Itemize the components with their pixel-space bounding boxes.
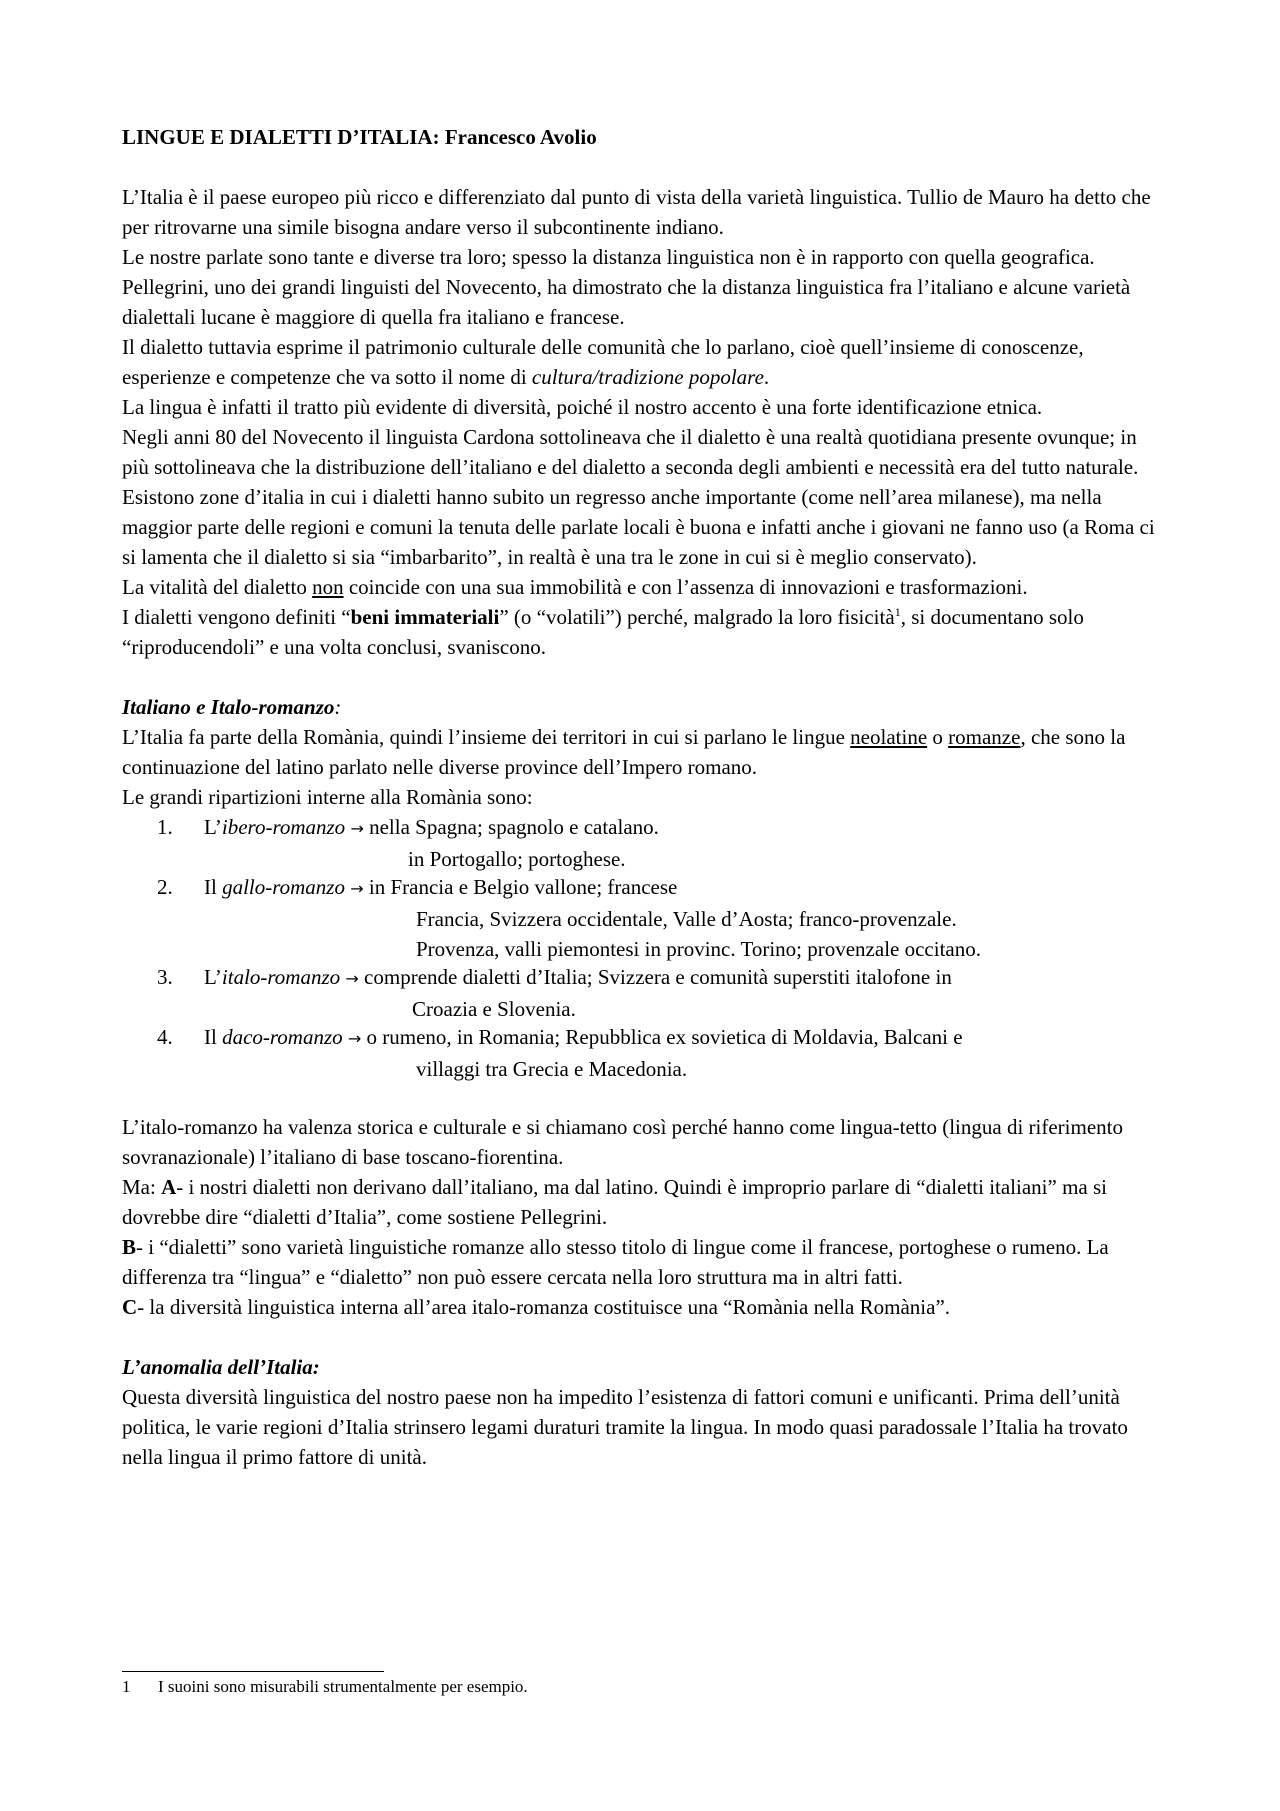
text-run: I dialetti vengono definiti “ [122,605,351,629]
emphasis-text: cultura/tradizione popolare [531,365,764,389]
text-run: o [927,725,949,749]
text-run: - i “dialetti” sono varietà linguistiche romanze allo stesso titolo di lingue come il francese, portoghese o rumeno. La differenza tra “lingua” e “dialetto” non può essere cercata nella loro struttura ma in altri fatti. [122,1235,1109,1289]
section2-paragraph-1: Questa diversità linguistica del nostro paese non ha impedito l’esistenza di fattori comuni e unificanti. Prima dell’unità politica, le varie regioni d’Italia strinsero legami duraturi tramite la lingua. In modo quasi paradossale l’Italia ha trovato nella lingua il primo fattore di unità. [122,1385,1128,1469]
romania-list [122,812,1162,1082]
footnote-separator [122,1671,384,1672]
text-run: Provenza, valli piemontesi in provinc. Torino; provenzale occitano. [416,937,981,961]
underlined-text: non [312,575,344,599]
intro-paragraph-2: Le nostre parlate sono tante e diverse tra loro; spesso la distanza linguistica non è in rapporto con quella geografica. Pellegrini, uno dei grandi linguisti del Novecento, ha dimostrato che la distanza linguistica fra l’italiano e alcune varietà dialettali lucane è maggiore di quella fra italiano e francese. [122,245,1131,329]
section1-paragraph-3: L’italo-romanzo ha valenza storica e culturale e si chiamano così perché hanno come lingua-tetto (lingua di riferimento sovranazionale) l’italiano di base toscano-fiorentina. [122,1115,1123,1169]
text-run: o rumeno, in Romania; Repubblica ex sovietica di Moldavia, Balcani e [366,1025,963,1049]
text-run: villaggi tra Grecia e Macedonia. [416,1057,688,1081]
text-run: L’ [204,965,222,989]
text-run: Croazia e Slovenia. [412,997,576,1021]
intro-paragraph-6: Esistono zone d’italia in cui i dialetti hanno subito un regresso anche importante (come nell’area milanese), ma nella maggior parte delle regioni e comuni la tenuta delle parlate locali è buona e infatti anche i giovani ne fanno uso (a Roma ci si lamenta che il dialetto si sia “imbarbarito”, in realtà è una tra le zone in cui si è meglio conservato). [122,485,1155,569]
title-main: LINGUE E DIALETTI D’ITALIA: [122,125,440,149]
section-heading-anomalia: L’anomalia dell’Italia: [122,1355,320,1379]
underlined-text: romanze [948,725,1021,749]
text-run: Il [204,875,223,899]
list-item-line [204,812,659,844]
text-run: comprende dialetti d’Italia; Svizzera e comunità superstiti italofone in [364,965,952,989]
list-item-body [204,872,981,962]
text-run: Francia, Svizzera occidentale, Valle d’Aosta; franco-provenzale. [416,907,957,931]
list-number: 4. [157,1025,173,1049]
heading-colon: : [334,695,342,719]
intro-paragraph-8 [122,602,1162,662]
spacer [122,1322,1162,1352]
text-run: L’ [204,815,222,839]
heading-text: Italiano e Italo-romanzo [122,695,335,719]
point-b-paragraph [122,1232,1162,1292]
intro-paragraph-7 [122,572,1162,602]
list-term: gallo-romanzo [222,875,345,899]
text-run: - i nostri dialetti non derivano dall’italiano, ma dal latino. Quindi è improprio parlare di “dialetti italiani” ma si dovrebbe dire “dialetti d’Italia”, come sostiene Pellegrini. [122,1175,1107,1229]
spacer [122,1082,1162,1112]
list-term: daco-romanzo [222,1025,343,1049]
point-a-paragraph [122,1172,1162,1232]
footnote-text: I suoini sono misurabili strumentalmente per esempio. [158,1677,528,1696]
list-item-body [204,962,952,1022]
point-label: C [122,1295,138,1319]
point-label: B [122,1235,137,1259]
section-heading-italiano [122,692,1162,722]
text-run: - la diversità linguistica interna all’area italo-romanza costituisce una “Romània nella Romània”. [137,1295,951,1319]
list-item-line [204,872,981,904]
document-title [122,122,1162,152]
bold-text: beni immateriali [350,605,500,629]
text-run: L’Italia fa parte della Romània, quindi l’insieme dei territori in cui si parlano le lingue [122,725,851,749]
list-item-line [204,844,659,874]
text-run: in Portogallo; portoghese. [408,847,626,871]
list-item-line [204,994,952,1024]
text-run: ” (o “volatili”) perché, malgrado la loro fisicità [499,605,895,629]
list-number: 2. [157,875,173,899]
section1-paragraph-2: Le grandi ripartizioni interne alla Romània sono: [122,785,533,809]
point-c-paragraph [122,1292,1162,1322]
list-item [122,1022,1162,1082]
list-item [122,962,1162,1022]
arrow-icon: → [345,969,359,988]
footnote-number: 1 [122,1677,131,1696]
list-number: 1. [157,815,173,839]
underlined-text: neolatine [850,725,928,749]
intro-paragraph-5: Negli anni 80 del Novecento il linguista Cardona sottolineava che il dialetto è una realtà quotidiana presente ovunque; in più sottolineava che la distribuzione dell’italiano e del dialetto a seconda degli ambienti e necessità era del tutto naturale. [122,425,1139,479]
list-item-line [204,1022,963,1054]
text-run: , che sono la continuazione del latino parlato nelle diverse province dell’Impero romano. [122,725,1126,779]
point-label: A [161,1175,177,1199]
arrow-icon: → [347,1029,362,1048]
text-run: , si documentano solo “riproducendoli” e una volta conclusi, svaniscono. [122,605,1084,659]
list-item [122,812,1162,872]
intro-paragraph-4: La lingua è infatti il tratto più evidente di diversità, poiché il nostro accento è una forte identificazione etnica. [122,395,1043,419]
list-item-line [204,962,952,994]
text-run: nella Spagna; spagnolo e catalano. [369,815,659,839]
list-item-line [204,1054,963,1084]
text-run: Ma: [122,1175,162,1199]
spacer [122,662,1162,692]
arrow-icon: → [350,879,364,898]
text-run: . [763,365,770,389]
list-term: italo-romanzo [221,965,341,989]
title-author: Francesco Avolio [439,125,597,149]
intro-paragraph-1: L’Italia è il paese europeo più ricco e differenziato dal punto di vista della varietà linguistica. Tullio de Mauro ha detto che per ritrovarne una simile bisogna andare verso il subcontinente indiano. [122,185,1151,239]
text-run: Il dialetto tuttavia esprime il patrimonio culturale delle comunità che lo parlano, cioè quell’insieme di conoscenze, esperienze e competenze che va sotto il nome di [122,335,1084,389]
list-term: ibero-romanzo [221,815,346,839]
footnote [122,1676,528,1698]
list-item-body [204,812,659,872]
intro-paragraph-3 [122,332,1162,392]
text-run: coincide con una sua immobilità e con l’assenza di innovazioni e trasformazioni. [343,575,1028,599]
document-page [122,122,1162,1472]
text-run: La vitalità del dialetto [122,575,313,599]
list-item-line [204,904,981,934]
list-item-line [204,934,981,964]
text-run: in Francia e Belgio vallone; francese [368,875,678,899]
footnote-reference[interactable]: 1 [894,605,901,619]
list-number: 3. [157,965,173,989]
section1-paragraph-1 [122,722,1162,782]
arrow-icon: → [350,819,364,838]
list-item [122,872,1162,962]
text-run: Il [204,1025,223,1049]
list-item-body [204,1022,963,1082]
